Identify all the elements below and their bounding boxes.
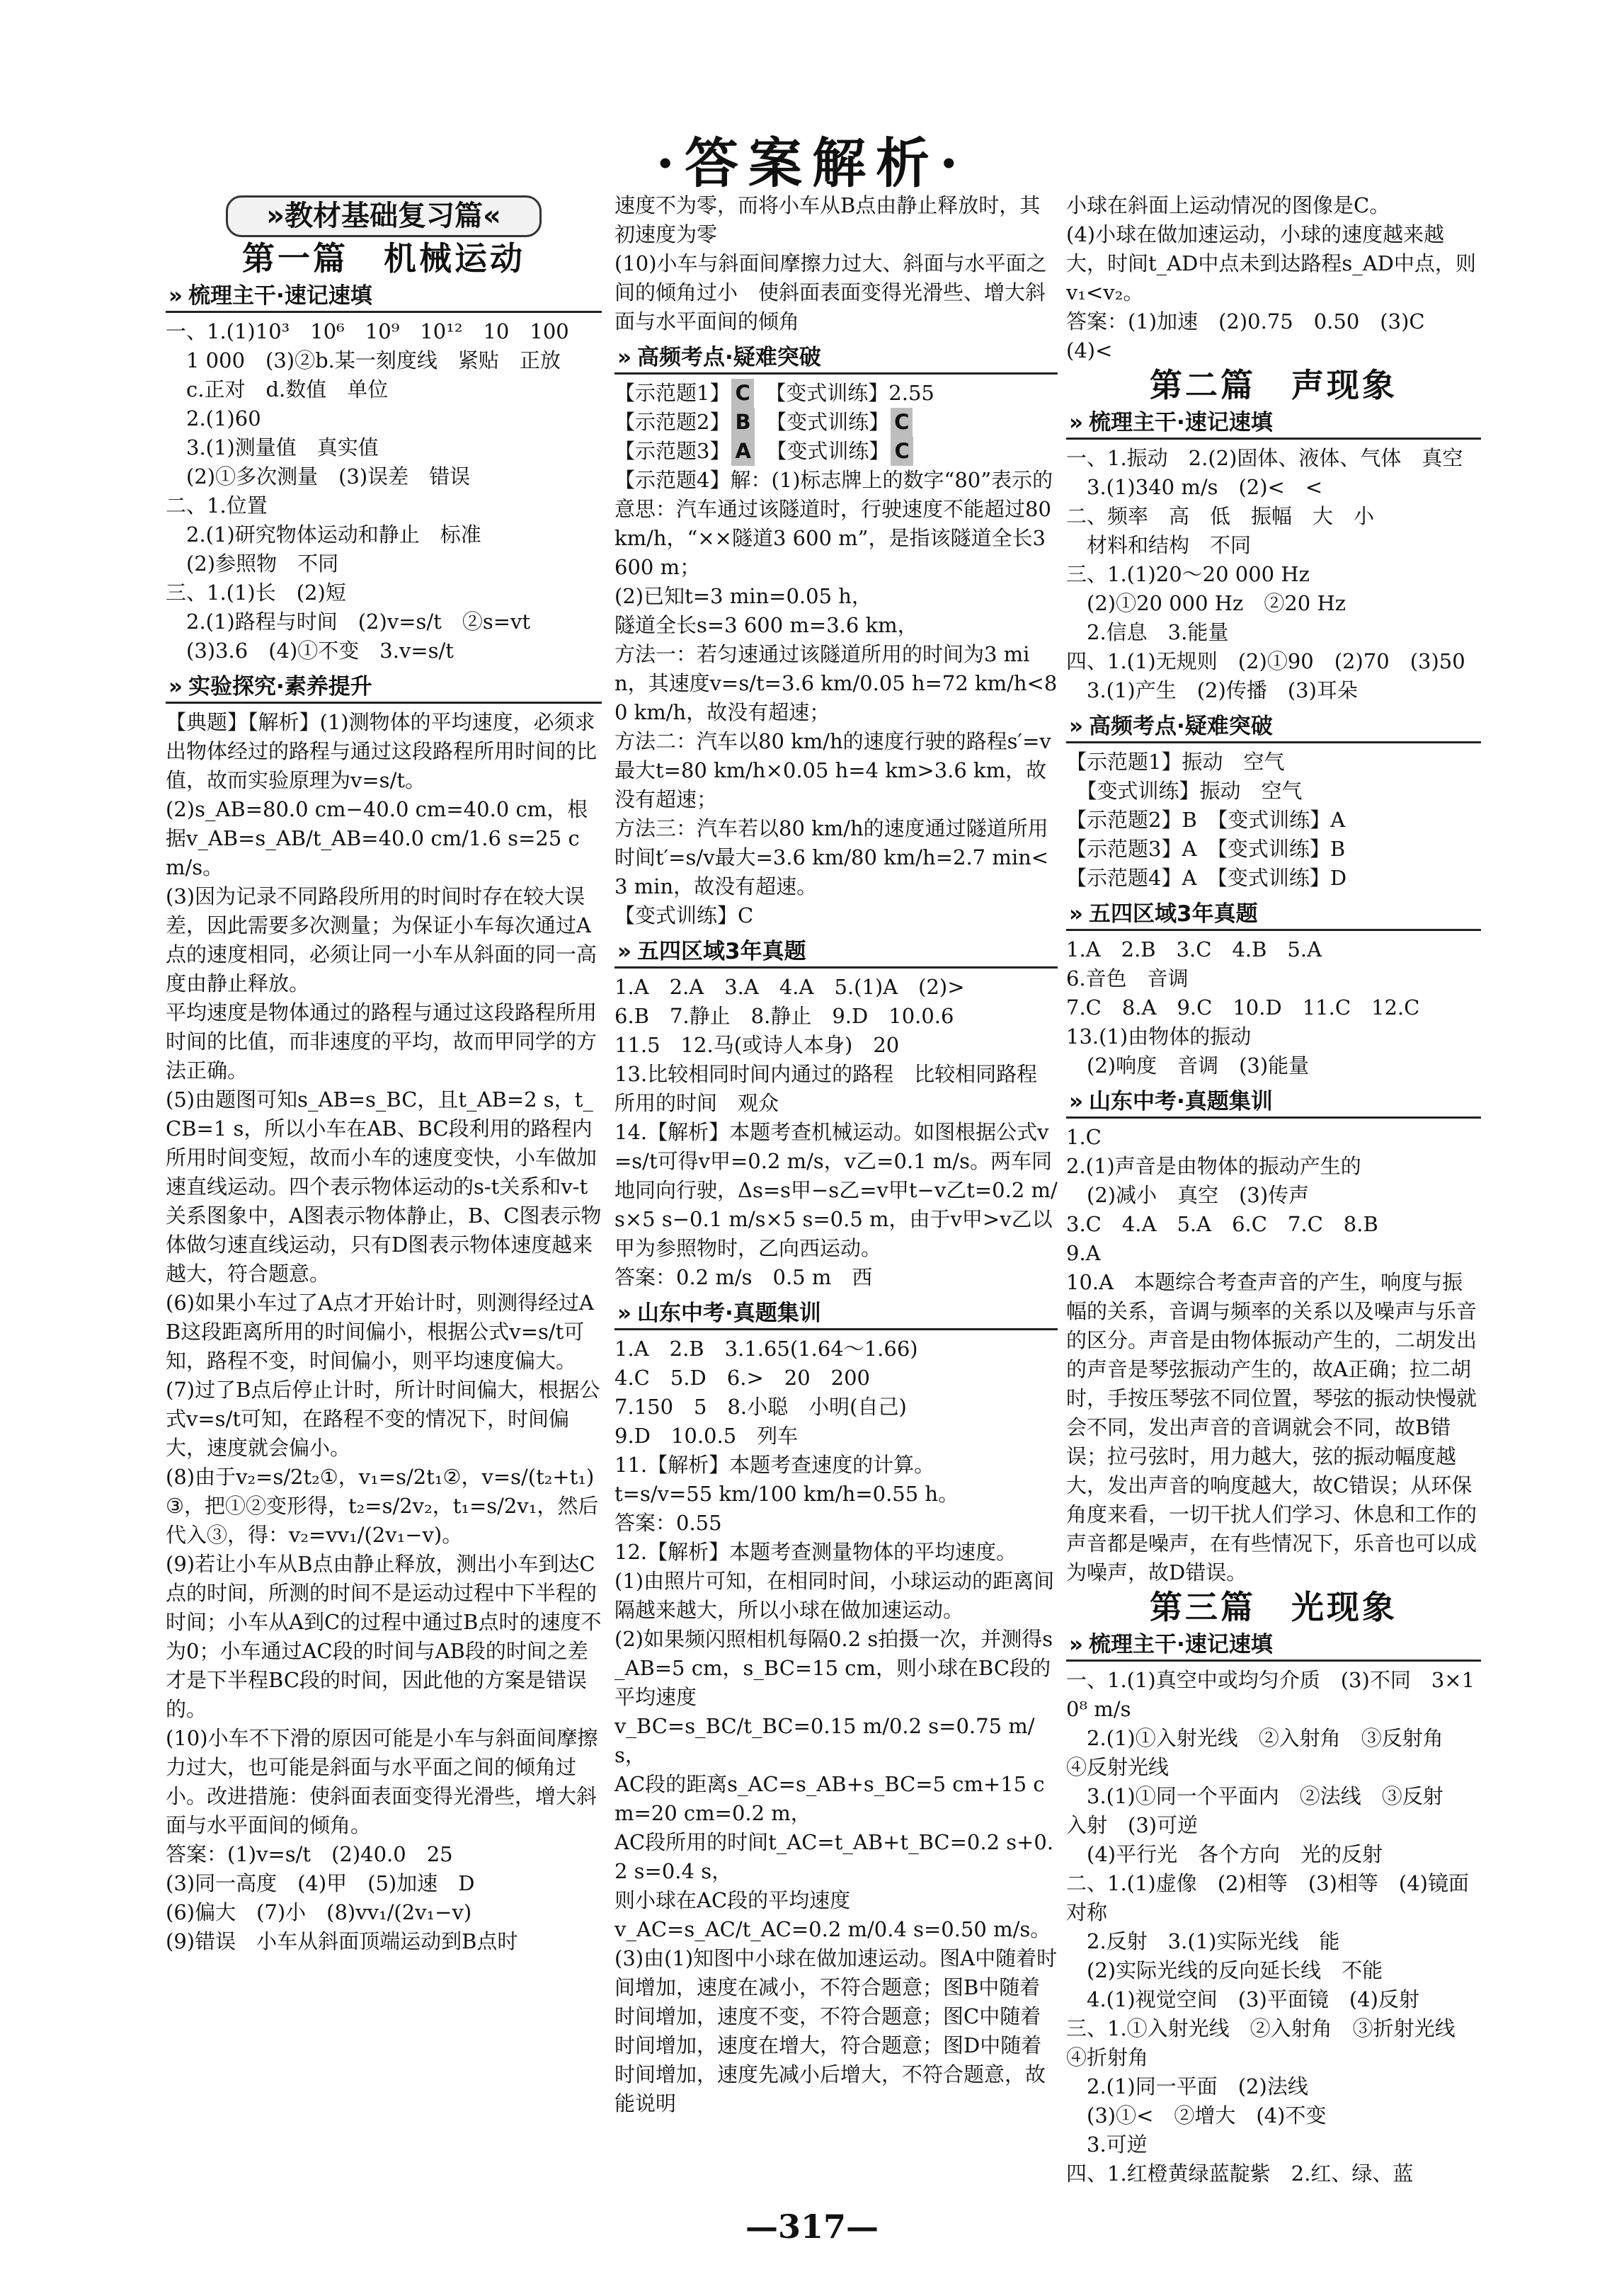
answer-value: 2.55 [888,381,934,405]
text-line: 【示范题4】解：(1)标志牌上的数字“80”表示的意思：汽车通过该隧道时，行驶速度不能超过80 km/h，“××隧道3 600 m”，是指该隧道全长3 600 m； [614,468,1058,579]
text-line: 1.A 2.A 3.A 4.A 5.(1)A (2)> [614,975,965,999]
text-line: AC段的距离s_AC=s_AB+s_BC=5 cm+15 cm=20 cm=0.2 m， [614,1772,1045,1825]
text-line: 1 000 (3)②b.某一刻度线 紧贴 正放 [166,348,561,372]
text-line: 9.A [1066,1241,1101,1265]
section-heading: » 五四区域3年真题 [1066,900,1481,931]
text-line: 2.(1)路程与时间 (2)v=s/t ②s=vt [166,610,531,634]
answer-block [614,379,1058,466]
answer-block [614,1335,1058,2118]
text-line: 【变式训练】振动 空气 [1066,779,1303,803]
example-label: 【示范题1】 [614,381,731,405]
text-line: (10)小车与斜面间摩擦力过大、斜面与水平面之间的倾角过小 使斜面表面变得光滑些、增大斜面与水平面间的倾角 [614,251,1047,333]
part-title-light: 第三篇 光现象 [1150,1588,1397,1626]
text-line: 三、1.①入射光线 ②入射角 ③折射光线 ④折射角 [1066,2016,1476,2069]
text-line: 小球在斜面上运动情况的图像是C。 [1066,193,1390,217]
part-title-mechanical-motion: 第一篇 机械运动 [242,239,525,278]
text-line: 2.(1)研究物体运动和静止 标准 [166,522,481,547]
text-line: 三、1.(1)长 (2)短 [166,581,346,605]
example-label: 【示范题2】 [614,410,731,434]
text-line: (2)实际光线的反向延长线 不能 [1066,1958,1383,1982]
section-heading: » 梳理主干·速记速填 [1066,409,1481,440]
text-line: 方法一：若匀速通过该隧道所用的时间为3 min，其速度v=s/t=3.6 km/0.05 h=72 km/h<80 km/h，故没有超速； [614,642,1058,724]
text-line: (6)如果小车过了A点才开始计时，则测得经过AB这段距离所用的时间偏小，根据公式v=s/t可知，路程不变，时间偏小，则平均速度偏大。 [166,1291,594,1373]
answer-block [1066,1123,1481,1587]
text-line: (2)①20 000 Hz ②20 Hz [1066,591,1346,615]
double-arrow-icon: » [1069,410,1084,435]
text-line: (2)减小 真空 (3)传声 [1066,1183,1310,1207]
text-line: (2)响度 音调 (3)能量 [1066,1053,1310,1078]
text-line: (7)过了B点后停止计时，所计时间偏大，根据公式v=s/t可知，在路程不变的情况下，时间偏大，速度就会偏小。 [166,1378,600,1460]
column-1 [166,191,602,1956]
text-line: 6.B 7.静止 8.静止 9.D 10.0.6 [614,1004,954,1028]
text-line: 3.可逆 [1066,2132,1148,2157]
text-line: 3.(1)测量值 真实值 [166,435,379,459]
section-heading: » 梳理主干·速记速填 [1066,1630,1481,1662]
answer-block [1066,444,1481,705]
double-arrow-icon: » [168,674,183,699]
text-line: 【示范题2】B 【变式训练】A [1066,808,1346,832]
text-line: 平均速度是物体通过的路程与通过这段路程所用时间的比值，而非速度的平均，故而甲同学的方法正确。 [166,1000,597,1083]
text-line: 3.C 4.A 5.A 6.C 7.C 8.B [1066,1212,1378,1236]
double-arrow-icon: » [1069,714,1084,739]
text-line: 方法二：汽车以80 km/h的速度行驶的路程s′=v最大t=80 km/h×0.05 h=4 km>3.6 km，故没有超速； [614,729,1051,811]
double-arrow-icon: » [1069,901,1084,927]
text-line: (3)①< ②增大 (4)不变 [1066,2103,1327,2127]
text-line: 14.【解析】本题考查机械运动。如图根据公式v=s/t可得v甲=0.2 m/s，v乙=0.1 m/s。两车同地同向行驶，Δs=s甲−s乙=v甲t−v乙t=0.2 m/s×5 s−0.1 m/s×5 s=0.5 m，由于v甲>v乙以甲为参照物时，乙向西运动。 [614,1120,1058,1260]
text-line: 7.150 5 8.小聪 小明(自己) [614,1395,907,1419]
variant-label: 【变式训练】 [776,410,890,434]
text-line: (1)由照片可知，在相同时间，小球运动的距离间隔越来越大，所以小球在做加速运动。 [614,1569,1055,1622]
text-line: 13.(1)由物体的振动 [1066,1024,1252,1049]
text-line: 答案：(1)v=s/t (2)40.0 25 [166,1842,453,1866]
text-line: t=s/v=55 km/100 km/h=0.55 h。 [614,1482,959,1506]
double-arrow-icon: » [617,1301,632,1326]
text-line: 1.C [1066,1125,1102,1149]
text-line: 【示范题4】A 【变式训练】D [1066,866,1347,890]
text-line: 3.(1)产生 (2)传播 (3)耳朵 [1066,678,1358,702]
answer-row [614,408,1058,437]
text-line: 9.D 10.0.5 列车 [614,1424,799,1448]
text-line: (3)同一高度 (4)甲 (5)加速 D [166,1871,475,1895]
text-line: (6)偏大 (7)小 (8)vv₁/(2v₁−v) [166,1900,472,1924]
text-line: 12.【解析】本题考查测量物体的平均速度。 [614,1540,1017,1564]
answer-row [614,379,1058,408]
text-line: (2)已知t=3 min=0.05 h， [614,584,872,608]
text-line: 二、1.位置 [166,493,268,518]
answer-row [614,437,1058,466]
text-line: 13.比较相同时间内通过的路程 比较相同路程所用的时间 观众 [614,1062,1038,1115]
double-arrow-icon: » [1069,1089,1084,1114]
text-line: 2.(1)60 [166,406,261,430]
double-arrow-icon: » [1069,1632,1084,1657]
text-line: 【变式训练】C [614,903,754,927]
answer-block [614,973,1058,1292]
text-line: 11.【解析】本题考查速度的计算。 [614,1453,935,1477]
text-line: (2)参照物 不同 [166,552,339,576]
text-line: (4)< [1066,338,1113,362]
text-line: 【典题】【解析】(1)测物体的平均速度，必须求出物体经过的路程与通过这段路程所用时间的比值，故而实验原理为v=s/t。 [166,710,597,792]
text-line: 一、1.(1)真空中或均匀介质 (3)不同 3×10⁸ m/s [1066,1668,1475,1721]
answer-box: A [731,437,754,466]
text-line: (3)由(1)知图中小球在做加速运动。图A中随着时间增加，速度在减小，不符合题意；图B中随着时间增加，速度不变，不符合题意；图C中随着时间增加，速度在增大，符合题意；图D中随着时间增加，速度先减小后增大，不符合题意，故能说明 [614,1946,1058,2115]
text-line: (3)因为记录不同路段所用的时间时存在较大误差，因此需要多次测量；为保证小车每次通过A点的速度相同，必须让同一小车从斜面的同一高度由静止释放。 [166,884,597,995]
text-line: 2.(1)声音是由物体的振动产生的 [1066,1154,1361,1178]
page-title: ·答案解析· [656,132,968,195]
section-heading: » 实验探究·素养提升 [166,673,602,704]
section-heading: » 高频考点·疑难突破 [1066,712,1481,743]
section-banner: »教材基础复习篇« [226,195,542,237]
text-line: (8)由于v₂=s/2t₂①，v₁=s/2t₁②，v=s/(t₂+t₁)③，把①②变形得，t₂=s/2v₂，t₁=s/2v₁，然后代入③，得：v₂=vv₁/(2v₁−v)。 [166,1465,599,1547]
text-line: 二、1.(1)虚像 (2)相等 (3)相等 (4)镜面 对称 [1066,1871,1489,1924]
double-arrow-icon: » [617,939,632,964]
text-line: 材料和结构 不同 [1066,533,1252,557]
text-line: 2.(1)①入射光线 ②入射角 ③反射角 ④反射光线 [1066,1726,1464,1779]
column-3 [1066,191,1489,2188]
text-line: 答案：0.2 m/s 0.5 m 西 [614,1265,873,1289]
text-line: 二、频率 高 低 振幅 大 小 [1066,504,1375,528]
section-heading: » 山东中考·真题集训 [1066,1087,1481,1119]
text-line: (2)①多次测量 (3)误差 错误 [166,464,471,489]
text-line: 【示范题3】A 【变式训练】B [1066,837,1346,861]
answer-block [1066,1666,1489,2188]
double-arrow-icon: » [168,283,183,309]
text-line: 【示范题1】振动 空气 [1066,750,1285,774]
text-line: 3.(1)340 m/s (2)< < [1066,475,1323,499]
text-line: 6.音色 音调 [1066,966,1189,990]
text-line: 隧道全长s=3 600 m=3.6 km， [614,613,918,637]
answer-box: C [891,408,913,437]
text-line: (2)如果频闪照相机每隔0.2 s拍摄一次，并测得s_AB=5 cm，s_BC=15 cm，则小球在BC段的平均速度 [614,1627,1053,1709]
text-line: 速度不为零，而将小车从B点由静止释放时，其初速度为零 [614,193,1041,246]
text-line: (10)小车不下滑的原因可能是小车与斜面间摩擦力过大，也可能是斜面与水平面之间的倾角过小。改进措施：使斜面表面变得光滑些，增大斜面与水平面间的倾角。 [166,1726,598,1837]
answer-block [1066,748,1481,893]
column-2 [614,191,1058,2118]
variant-label: 【变式训练】 [775,381,889,405]
text-line: (4)小球在做加速运动，小球的速度越来越大，时间t_AD中点未到达路程s_AD中点，则v₁<v₂。 [1066,222,1476,304]
text-line: (3)3.6 (4)①不变 3.v=s/t [166,639,454,663]
example-label: 【示范题3】 [614,439,731,463]
page-number: —317— [745,2207,879,2246]
section-heading: » 高频考点·疑难突破 [614,343,1058,375]
text-line: (4)平行光 各个方向 光的反射 [1066,1842,1383,1866]
text-line: 答案：0.55 [614,1511,722,1535]
text-line: 则小球在AC段的平均速度 [614,1888,851,1912]
variant-label: 【变式训练】 [776,439,890,463]
answer-block [166,317,602,666]
part-title-sound: 第二篇 声现象 [1150,366,1397,404]
text-line: 一、1.(1)10³ 10⁶ 10⁹ 10¹² 10 100 [166,319,569,343]
text-line: 4.(1)视觉空间 (3)平面镜 (4)反射 [1066,1987,1419,2011]
double-arrow-icon: » [617,345,632,370]
text-line: 一、1.振动 2.(2)固体、液体、气体 真空 [1066,446,1463,470]
text-line: v_BC=s_BC/t_BC=0.15 m/0.2 s=0.75 m/s， [614,1714,1035,1767]
text-line: 三、1.(1)20～20 000 Hz [1066,562,1310,586]
section-heading: » 山东中考·真题集训 [614,1299,1058,1330]
text-line: (5)由题图可知s_AB=s_BC，且t_AB=2 s，t_CB=1 s，所以小车在AB、BC段利用的路程内所用时间变短，故而小车的速度变快，小车做加速直线运动。四个表示物体运动的s-t关系和v-t关系图象中，A图表示物体静止，B、C图表示物体做匀速直线运动，只有D图表示物体速度越来越大，符合题意。 [166,1087,602,1286]
answer-block [166,708,602,1956]
text-line: (9)错误 小车从斜面顶端运动到B点时 [166,1929,518,1953]
text-line: 方法三：汽车若以80 km/h的速度通过隧道所用时间t′=s/v最大=3.6 km/80 km/h=2.7 min<3 min，故没有超速。 [614,816,1049,898]
answer-box: B [731,408,754,437]
answer-box: C [731,379,753,408]
text-line: c.正对 d.数值 单位 [166,377,389,401]
text-line: (9)若让小车从B点由静止释放，测出小车到达C点的时间，所测的时间不是运动过程中下半程的时间；小车从A到C的过程中通过B点时的速度不为0；小车通过AC段的时间与AB段的时间之差才是下半程BC段的时间，因此他的方案是错误的。 [166,1552,602,1721]
text-line: 3.(1)①同一个平面内 ②法线 ③反射 入射 (3)可逆 [1066,1784,1464,1837]
answer-block [1066,935,1481,1080]
section-heading: » 五四区域3年真题 [614,937,1058,969]
text-line: 1.A 2.B 3.C 4.B 5.A [1066,937,1322,961]
text-line: AC段所用的时间t_AC=t_AB+t_BC=0.2 s+0.2 s=0.4 s， [614,1830,1054,1883]
text-line: 四、1.红橙黄绿蓝靛紫 2.红、绿、蓝 [1066,2161,1414,2186]
answer-box: C [891,437,913,466]
text-line: 2.(1)同一平面 (2)法线 [1066,2074,1308,2098]
text-line: v_AC=s_AC/t_AC=0.2 m/0.4 s=0.50 m/s。 [614,1917,1051,1941]
text-line: 7.C 8.A 9.C 10.D 11.C 12.C [1066,995,1420,1019]
text-line: 2.信息 3.能量 [1066,620,1229,644]
text-line: 10.A 本题综合考查声音的产生，响度与振幅的关系，音调与频率的关系以及噪声与乐音的区分。声音是由物体振动产生的，二胡发出的声音是琴弦振动产生的，故A正确；拉二胡时，手按压琴弦不同位置，琴弦的振动快慢就会不同，发出声音的音调就会不同，故B错误；拉弓弦时，用力越大，弦的振动幅度越大，发出声音的响度越大，故C错误；从环保角度来看，一切干扰人们学习、休息和工作的声音都是噪声，在有些情况下，乐音也可以成为噪声，故D错误。 [1066,1270,1477,1584]
section-heading: » 梳理主干·速记速填 [166,282,602,313]
text-line: 11.5 12.马(或诗人本身) 20 [614,1033,900,1057]
answer-block [614,191,1058,336]
answer-block [1066,191,1481,365]
text-line: 答案：(1)加速 (2)0.75 0.50 (3)C [1066,309,1425,333]
answer-block [614,466,1058,930]
text-line: 1.A 2.B 3.1.65(1.64～1.66) [614,1337,918,1361]
text-line: 4.C 5.D 6.> 20 200 [614,1366,870,1390]
text-line: 2.反射 3.(1)实际光线 能 [1066,1929,1340,1953]
text-line: 四、1.(1)无规则 (2)①90 (2)70 (3)50 [1066,649,1465,673]
text-line: (2)s_AB=80.0 cm−40.0 cm=40.0 cm，根据v_AB=s_AB/t_AB=40.0 cm/1.6 s=25 cm/s。 [166,797,588,879]
